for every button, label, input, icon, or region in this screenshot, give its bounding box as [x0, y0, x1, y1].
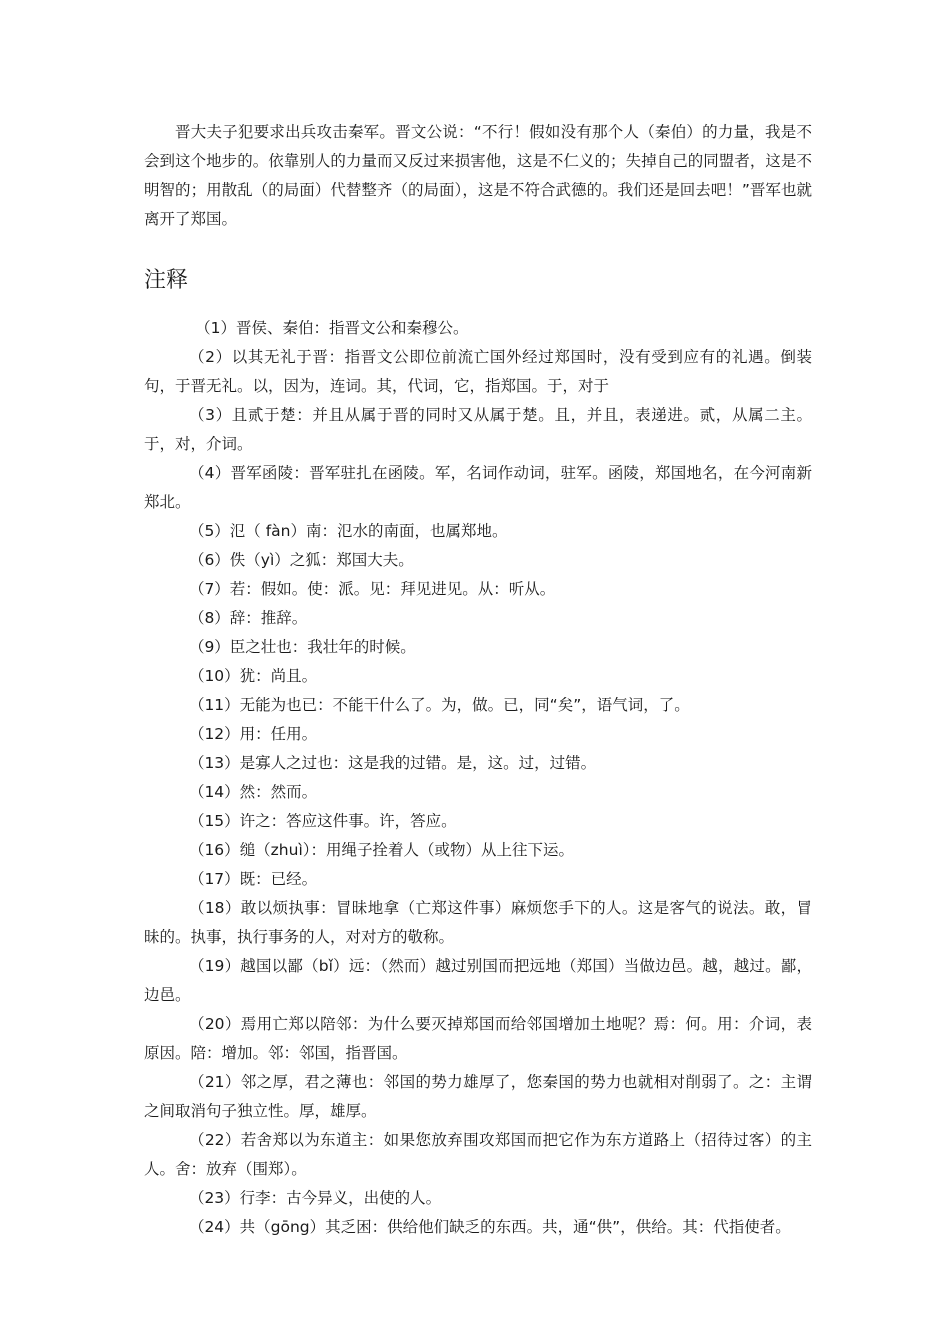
note-item: （18）敢以烦执事：冒昧地拿（亡郑这件事）麻烦您手下的人。这是客气的说法。敢，冒昧的。执事，执行事务的人，对对方的敬称。 [144, 899, 812, 946]
note-item: （11）无能为也已：不能干什么了。为，做。已，同“矣”，语气词，了。 [188, 696, 690, 714]
document-content [144, 118, 812, 1242]
note-item: （15）许之：答应这件事。许，答应。 [188, 812, 457, 830]
note-item: （13）是寡人之过也：这是我的过错。是，这。过，过错。 [188, 754, 597, 772]
note-item: （8）辞：推辞。 [188, 609, 308, 627]
section-heading: 注释 [144, 268, 189, 293]
note-item: （14）然：然而。 [188, 783, 318, 801]
note-item: （5）氾（ fàn）南：氾水的南面，也属郑地。 [188, 522, 508, 540]
note-item: （4）晋军函陵：晋军驻扎在函陵。军，名词作动词，驻军。函陵，郑国地名，在今河南新郑北。 [144, 464, 812, 511]
body-paragraph: 晋大夫子犯要求出兵攻击秦军。晋文公说：“不行！假如没有那个人（秦伯）的力量，我是不会到这个地步的。依靠别人的力量而又反过来损害他，这是不仁义的；失掉自己的同盟者，这是不明智的；用散乱（的局面）代替整齐（的局面），这是不符合武德的。我们还是回去吧！”晋军也就离开了郑国。 [144, 123, 812, 228]
note-item: （1）晋侯、秦伯：指晋文公和秦穆公。 [195, 319, 469, 337]
note-item: （10）犹：尚且。 [188, 667, 318, 685]
note-item: （12）用：任用。 [188, 725, 318, 743]
note-item: （3）且贰于楚：并且从属于晋的同时又从属于楚。且，并且，表递进。贰，从属二主。于，对，介词。 [144, 406, 812, 453]
note-item: （19）越国以鄙（bǐ）远：（然而）越过别国而把远地（郑国）当做边邑。越，越过。鄙，边邑。 [144, 957, 812, 1004]
note-item: （16）缒（zhuì）：用绳子拴着人（或物）从上往下运。 [188, 841, 575, 859]
note-item: （24）共（gōng）其乏困：供给他们缺乏的东西。共，通“供”，供给。其：代指使者。 [188, 1218, 791, 1236]
note-item: （21）邻之厚，君之薄也：邻国的势力雄厚了，您秦国的势力也就相对削弱了。之：主谓之间取消句子独立性。厚，雄厚。 [144, 1073, 812, 1120]
notes-list [144, 314, 812, 1242]
note-item: （6）佚（yì）之狐：郑国大夫。 [188, 551, 414, 569]
note-item: （9）臣之壮也：我壮年的时候。 [188, 638, 416, 656]
note-item: （7）若：假如。使：派。见：拜见进见。从：听从。 [188, 580, 556, 598]
note-item: （17）既：已经。 [188, 870, 318, 888]
note-item: （23）行李：古今异义，出使的人。 [188, 1189, 442, 1207]
note-item: （20）焉用亡郑以陪邻：为什么要灭掉郑国而给邻国增加土地呢？焉：何。用：介词，表原因。陪：增加。邻：邻国，指晋国。 [144, 1015, 812, 1062]
note-item: （2）以其无礼于晋：指晋文公即位前流亡国外经过郑国时，没有受到应有的礼遇。倒装句，于晋无礼。以，因为，连词。其，代词，它，指郑国。于，对于 [144, 348, 812, 395]
note-item: （22）若舍郑以为东道主：如果您放弃围攻郑国而把它作为东方道路上（招待过客）的主人。舍：放弃（围郑）。 [144, 1131, 812, 1178]
